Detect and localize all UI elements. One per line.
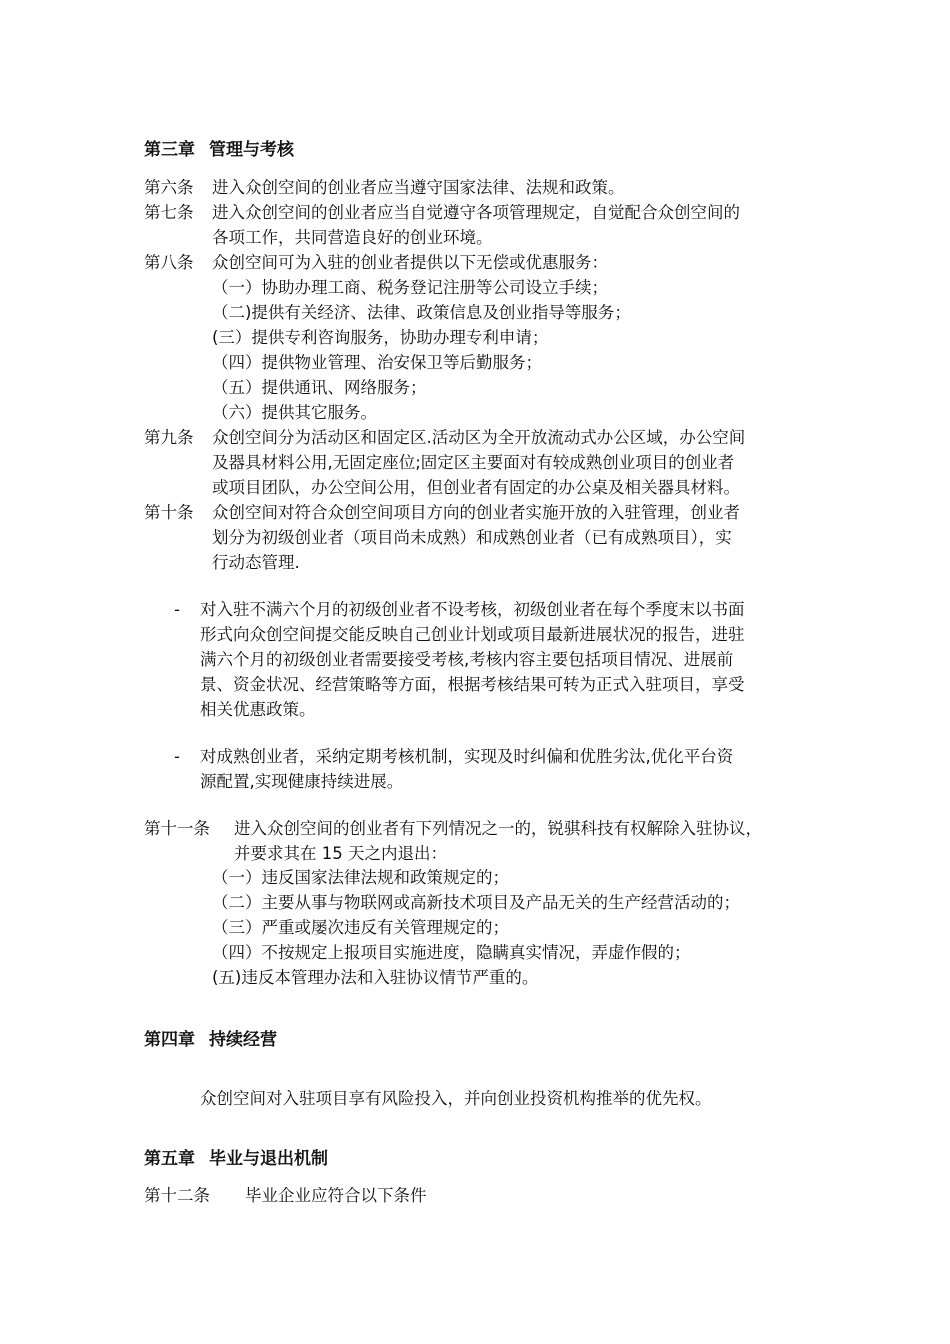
chapter-3-heading <box>144 138 294 162</box>
chapter-4-heading <box>144 1028 277 1052</box>
bullet-2-line: 对成熟创业者，采纳定期考核机制，实现及时纠偏和优胜劣汰,优化平台资 <box>200 747 734 766</box>
chapter-5-title: 毕业与退出机制 <box>209 1149 328 1169</box>
bullet-1-line: 满六个月的初级创业者需要接受考核,考核内容主要包括项目情况、进展前 <box>200 650 734 669</box>
chapter-3-number: 第三章 <box>144 140 195 160</box>
bullet-dash: - <box>174 600 180 619</box>
article-8-item: (三）提供专利咨询服务，协助办理专利申请； <box>212 328 549 347</box>
article-11-label: 第十一条 <box>144 819 210 838</box>
chapter-4-body: 众创空间对入驻项目享有风险投入，并向创业投资机构推举的优先权。 <box>200 1089 712 1108</box>
article-11-line: 并要求其在 15 天之内退出： <box>234 844 447 863</box>
article-12-label: 第十二条 <box>144 1186 210 1205</box>
article-10-label: 第十条 <box>144 503 194 522</box>
article-8-item: （四）提供物业管理、治安保卫等后勤服务； <box>212 353 542 372</box>
article-9-line: 及器具材料公用,无固定座位;固定区主要面对有较成熟创业项目的创业者 <box>212 453 735 472</box>
article-9-line: 众创空间分为活动区和固定区.活动区为全开放流动式办公区域，办公空间 <box>212 428 746 447</box>
article-6-text: 进入众创空间的创业者应当遵守国家法律、法规和政策。 <box>212 178 625 197</box>
article-7-line: 各项工作，共同营造良好的创业环境。 <box>212 228 493 247</box>
article-10-line: 众创空间对符合众创空间项目方向的创业者实施开放的入驻管理，创业者 <box>212 503 740 522</box>
bullet-dash: - <box>174 747 180 766</box>
article-11-item: （三）严重或屡次违反有关管理规定的； <box>212 918 509 937</box>
article-10-line: 行动态管理. <box>212 553 300 572</box>
bullet-1-line: 景、资金状况、经营策略等方面，根据考核结果可转为正式入驻项目，享受 <box>200 675 745 694</box>
article-8-item: （二)提供有关经济、法律、政策信息及创业指导等服务； <box>212 303 631 322</box>
article-9-line: 或项目团队，办公空间公用，但创业者有固定的办公桌及相关器具材料。 <box>212 478 740 497</box>
article-7-label: 第七条 <box>144 203 194 222</box>
article-8-item: （一）协助办理工商、税务登记注册等公司设立手续； <box>212 278 608 297</box>
article-10-line: 划分为初级创业者（项目尚未成熟）和成熟创业者（已有成熟项目），实 <box>212 528 732 547</box>
bullet-1-line: 形式向众创空间提交能反映自己创业计划或项目最新进展状况的报告，进驻 <box>200 625 745 644</box>
article-12-text: 毕业企业应符合以下条件 <box>245 1186 427 1205</box>
chapter-4-number: 第四章 <box>144 1030 195 1050</box>
chapter-5-heading <box>144 1147 328 1171</box>
bullet-1-line: 对入驻不满六个月的初级创业者不设考核，初级创业者在每个季度末以书面 <box>200 600 745 619</box>
article-8-item: （六）提供其它服务。 <box>212 403 377 422</box>
article-11-item: （四）不按规定上报项目实施进度，隐瞒真实情况，弄虚作假的； <box>212 943 691 962</box>
article-11-item: （一）违反国家法律法规和政策规定的； <box>212 868 509 887</box>
chapter-4-title: 持续经营 <box>209 1030 277 1050</box>
article-11-item: (五)违反本管理办法和入驻协议情节严重的。 <box>212 968 539 987</box>
article-11-line: 进入众创空间的创业者有下列情况之一的，锐骐科技有权解除入驻协议， <box>234 819 762 838</box>
article-9-label: 第九条 <box>144 428 194 447</box>
chapter-3-title: 管理与考核 <box>209 140 294 160</box>
chapter-5-number: 第五章 <box>144 1149 195 1169</box>
article-6-label: 第六条 <box>144 178 194 197</box>
article-11-item: （二）主要从事与物联网或高新技术项目及产品无关的生产经营活动的； <box>212 893 740 912</box>
article-7-line: 进入众创空间的创业者应当自觉遵守各项管理规定，自觉配合众创空间的 <box>212 203 740 222</box>
article-8-item: （五）提供通讯、网络服务； <box>212 378 427 397</box>
article-8-label: 第八条 <box>144 253 194 272</box>
bullet-2-line: 源配置,实现健康持续进展。 <box>200 772 404 791</box>
bullet-1-line: 相关优惠政策。 <box>200 700 316 719</box>
article-8-text: 众创空间可为入驻的创业者提供以下无偿或优惠服务： <box>212 253 608 272</box>
